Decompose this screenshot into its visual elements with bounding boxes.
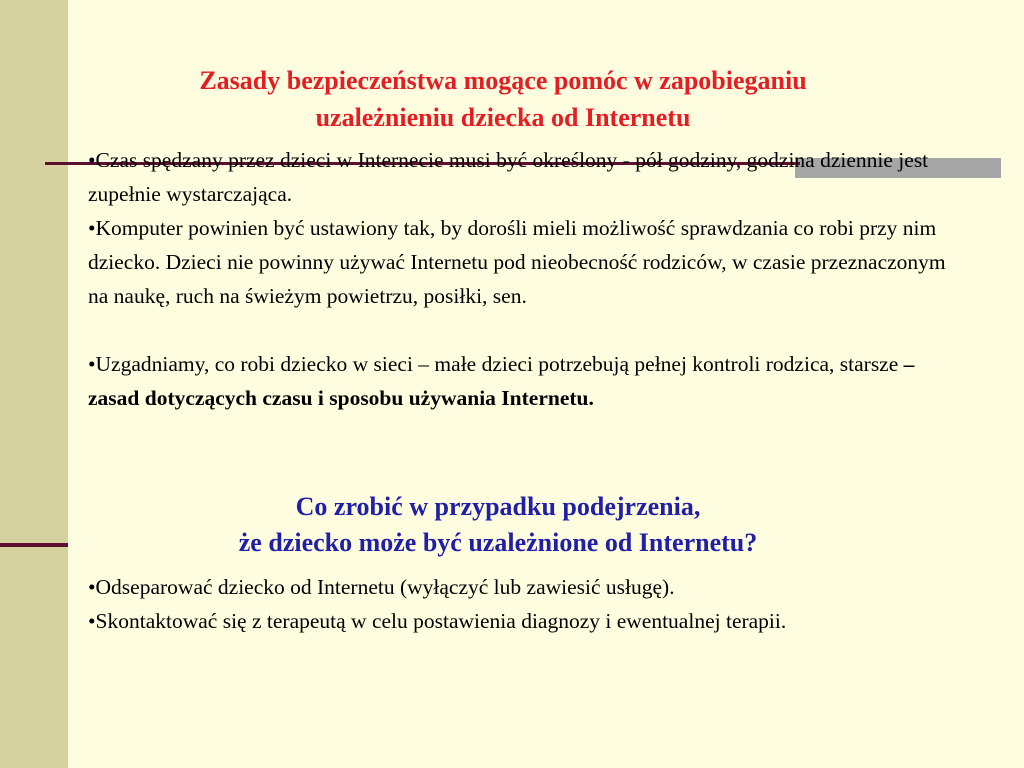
left-divider-line [0,543,68,547]
bullet-agreement-bold: – zasad dotyczących czasu i sposobu używania Internetu. [88,352,915,410]
section-subtitle-line-2: że dziecko może być uzależnione od Internetu? [238,528,758,557]
left-decorative-band [0,0,68,768]
slide-title-line-1: Zasady bezpieczeństwa mogące pomóc w zapobieganiu [199,66,807,95]
section-subtitle [88,489,908,561]
slide-title-line-2: uzależnieniu dziecka od Internetu [315,103,691,132]
bullet-agreement-text: •Uzgadniamy, co robi dziecko w sieci – małe dzieci potrzebują pełnej kontroli rodzica, starsze [88,352,904,376]
bullet-separate: •Odseparować dziecko od Internetu (wyłączyć lub zawiesić usługę). [88,575,675,599]
section-subtitle-line-1: Co zrobić w przypadku podejrzenia, [295,492,701,521]
bullet-therapist: •Skontaktować się z terapeutą w celu postawienia diagnozy i ewentualnej terapii. [88,609,787,633]
bullet-time-limit: •Czas spędzany przez dzieci w Internecie musi być określony - pół godziny, godzina dziennie jest zupełnie wystarczająca. [88,148,929,206]
slide-title [88,62,918,136]
bullet-computer-placement: •Komputer powinien być ustawiony tak, by dorośli mieli możliwość sprawdzania co robi przy nim dziecko. Dzieci nie powinny używać Internetu pod nieobecność rodziców, w czasie przeznaczonym na naukę, ruch na świeżym powietrzu, posiłki, sen. [88,216,946,308]
bullet-agreement [88,347,948,415]
